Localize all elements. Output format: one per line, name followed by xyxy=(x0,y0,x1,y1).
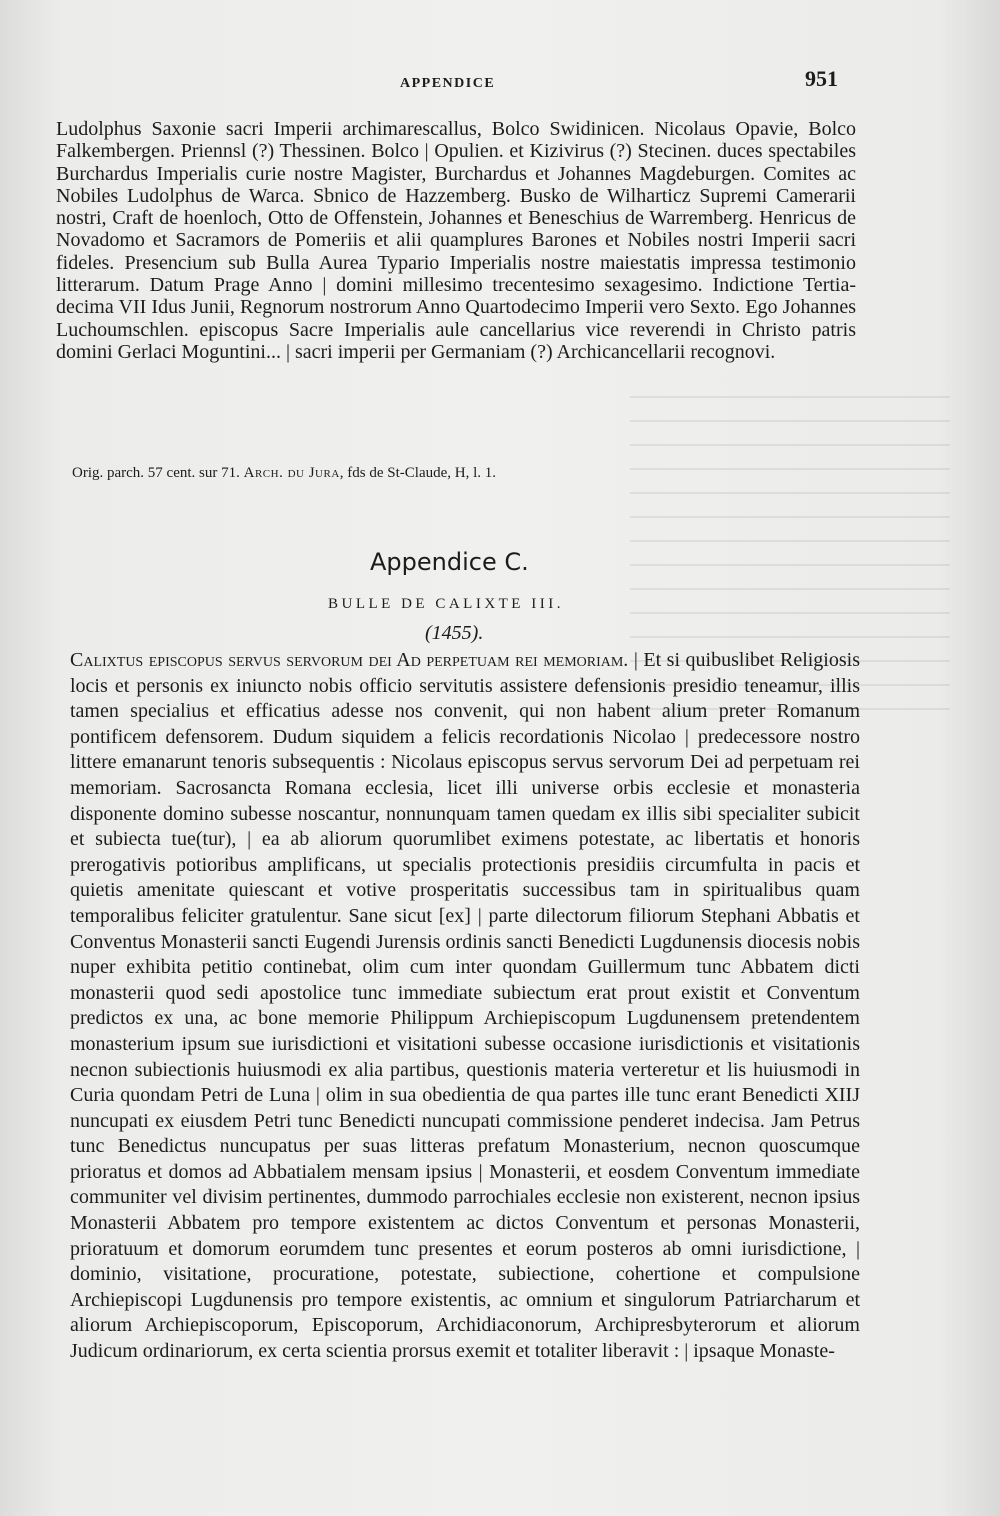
charter-text-block xyxy=(56,118,856,363)
document-title: BULLE DE CALIXTE III. xyxy=(328,596,564,612)
running-head xyxy=(0,66,1000,102)
bull-opening: Calixtus episcopus servus servorum dei Ad perpetuam rei memoriam. xyxy=(70,649,629,671)
source-note-prefix: Orig. parch. 57 cent. sur 71. xyxy=(72,465,240,481)
charter-paragraph: Ludolphus Saxonie sacri Imperii archimarescallus, Bolco Swidinicen. Nicolaus Opavie, Bolco Falkembergen. Priennsl (?) Thessinen. Bolco | Opulien. et Kizivirus (?) Stecinen. duces spectabiles Burchardus Imperialis curie nostre Magister, Burchardus et Johannes Magdeburgen. Comites ac Nobiles Ludolphus de Warca. Sbnico de Hazzemberg. Busko de Wilharticz Supremi Camerarii nostri, Craft de hoenloch, Otto de Offenstein, Johannes et Beneschius de Warremberg. Henricus de Novadomo et Sacramors de Pomeriis et alii quamplures Barones et Nobiles nostri Imperii sacri fideles. Presencium sub Bulla Aurea Typario Imperialis nostre maiestatis impressa testimonio litterarum. Datum Prage Anno | domini millesimo trecentesimo sexagesimo. Indictione Tertia-decima VII Idus Junii, Regnorum nostrorum Anno Quartodecimo Imperii vero Sexto. Ego Johannes Luchoumschlen. episcopus Sacre Imperialis aule cancellarius vice reverendi in Christo patris domini Gerlaci Moguntini... | sacri imperii per Germaniam (?) Archicancellarii recognovi. xyxy=(56,118,856,363)
document-year: (1455). xyxy=(425,622,484,644)
source-note xyxy=(72,465,772,482)
appendix-heading: Appendice C. xyxy=(370,548,529,576)
page-number: 951 xyxy=(805,66,838,91)
source-note-archive: Arch. du Jura xyxy=(243,465,340,481)
bull-body: | Et si quibuslibet Religiosis locis et personis ex iniuncto nobis officio servitutis assistere defensionis presidio teneamur, illis tamen specialius et efficatius adesse nos convenit, qui non habent alium preter Romanum pontificem defensorem. Dudum siquidem a felicis recordationis Nicolao | predecessore nostro littere emanarunt tenoris subsequentis : Nicolaus episcopus servus servorum Dei ad perpetuam rei memoriam. Sacrosancta Romana ecclesia, licet illi universe orbis ecclesie et monasteria disponente domino subesse noscantur, nonnunquam tamen quedam ex illis sibi specialiter subicit et subiecta tue(tur), | ea ab aliorum quorumlibet eximens potestate, ac libertatis et honoris prerogativis potioribus amplificans, ut specialis protectionis presidiis circumfulta in pacis et quietis amenitate quiescant et votive prosperitatis successibus tam in spiritualibus quam temporalibus feliciter gratulentur. Sane sicut [ex] | parte dilectorum filiorum Stephani Abbatis et Conventus Monasterii sancti Eugendi Jurensis ordinis sancti Benedicti Lugdunensis diocesis nobis nuper exhibita petitio continebat, olim cum inter quondam Guillermum tunc Abbatem dicti monasterii quod sedi apostolice tunc immediate subiectum erat prout existit et Conventum predictos ex una, ac bone memorie Philippum Archiepiscopum Lugdunensem pretendentem monasterium ipsum sue iurisdictioni et visitationi subesse occasione iurisdictionis et visitationis necnon subiectionis huiusmodi ex alia partibus, questionis materia verteretur et lis huiusmodi in Curia quondam Petri de Luna | olim in sua obedientia de qua partes ille tunc erant Benedicti XIIJ nuncupati ex eiusdem Petri tunc Benedicti nuncupati commissione penderet indecisa. Jam Petrus tunc Benedictus nuncupatus per suas litteras prefatum Monasterium, necnon quoscumque prioratus et domos ad Abbatialem mensam ipsius | Monasterii, et eosdem Conventum immediate communiter vel divisim pertinentes, dummodo parrochiales ecclesie non existerent, necnon ipsius Monasterii Abbatem pro tempore existentem ac dictos Conventum et personas Monasterii, prioratuum et domorum eorumdem tunc presentes et eorum posteros ab omni iurisdictione, | dominio, visitatione, procuratione, potestate, subiectione, cohertione et compulsione Archiepiscopi Lugdunensis pro tempore existentis, ac omnium et singulorum Patriarcharum et aliorum Archiepiscoporum, Episcoporum, Archidiaconorum, Archipresbyterorum et aliorum Judicum ordinariorum, ex certa scientia prorsus exemit et totaliter liberavit : | ipsaque Monaste- xyxy=(70,649,860,1363)
bull-text-block xyxy=(70,648,860,1365)
source-note-suffix: , fds de St-Claude, H, l. 1. xyxy=(339,465,497,481)
running-head-title: APPENDICE xyxy=(400,76,496,91)
